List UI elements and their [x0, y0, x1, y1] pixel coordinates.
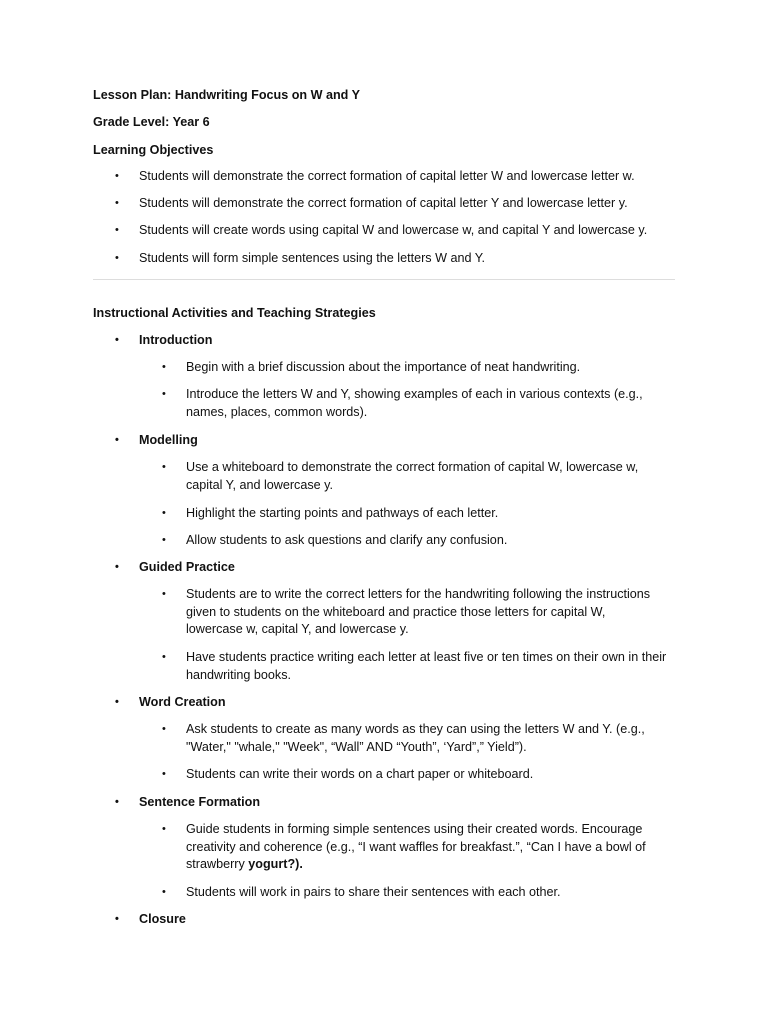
list-item-text: Students will work in pairs to share their sentences with each other.: [186, 885, 561, 899]
list-item: [162, 649, 671, 684]
list-item-text: Introduce the letters W and Y, showing examples of each in various contexts (e.g., names, places, common words).: [186, 387, 643, 419]
section-heading-text: Introduction: [139, 333, 213, 347]
bullet-icon: •: [115, 170, 119, 182]
list-item: [162, 359, 666, 377]
bullet-icon: •: [115, 224, 119, 236]
bullet-icon: •: [115, 913, 119, 925]
bullet-icon: •: [115, 696, 119, 708]
list-item: [162, 821, 671, 874]
section-heading-text: Closure: [139, 912, 186, 926]
section-heading-closure: [115, 911, 186, 929]
objective-text: Students will demonstrate the correct formation of capital letter W and lowercase letter w.: [139, 169, 635, 183]
objective-text: Students will create words using capital W and lowercase w, and capital Y and lowercase y.: [139, 223, 648, 237]
objectives-heading: Learning Objectives: [93, 143, 214, 157]
bullet-icon: •: [115, 197, 119, 209]
section-heading-guided-practice: [115, 559, 235, 577]
section-heading-text: Modelling: [139, 433, 198, 447]
bullet-icon: •: [115, 561, 119, 573]
list-item: [162, 721, 671, 756]
list-item: [162, 586, 656, 639]
horizontal-divider: [93, 279, 675, 280]
list-item: [162, 884, 671, 902]
bullet-icon: •: [162, 823, 166, 835]
grade-level: Grade Level: Year 6: [93, 115, 210, 129]
list-item-text: Students can write their words on a chart paper or whiteboard.: [186, 767, 534, 781]
objective-item: [115, 222, 699, 240]
section-heading-text: Word Creation: [139, 695, 226, 709]
list-item-text: Highlight the starting points and pathways of each letter.: [186, 506, 499, 520]
bullet-icon: •: [115, 252, 119, 264]
activities-heading: Instructional Activities and Teaching Strategies: [93, 306, 376, 320]
document-title: Lesson Plan: Handwriting Focus on W and Y: [93, 88, 361, 102]
bullet-icon: •: [115, 334, 119, 346]
bullet-icon: •: [162, 723, 166, 735]
list-item: [162, 386, 666, 421]
section-heading-introduction: [115, 332, 213, 350]
list-item: [162, 532, 666, 550]
list-item: [162, 459, 666, 494]
bullet-icon: •: [162, 388, 166, 400]
bullet-icon: •: [162, 886, 166, 898]
bullet-icon: •: [115, 796, 119, 808]
list-item-text: Students are to write the correct letters for the handwriting following the instructions given to students on the whiteboard and practice those letters for capital W, lowercase w, capital Y, and lowercase y.: [186, 587, 651, 636]
list-item-text: Guide students in forming simple sentences using their created words. Encourage creativity and coherence (e.g., “I want waffles for breakfast.”, “Can I have a bowl of strawberry: [186, 822, 646, 871]
section-heading-text: Guided Practice: [139, 560, 235, 574]
list-item-text: Ask students to create as many words as they can using the letters W and Y. (e.g., "Water," "whale," "Week", “Wall” AND “Youth”, ‘Yard”,” Yield”).: [186, 722, 645, 754]
section-heading-word-creation: [115, 694, 226, 712]
section-heading-modelling: [115, 432, 198, 450]
list-item-text: Have students practice writing each letter at least five or ten times on their own in their handwriting books.: [186, 650, 667, 682]
section-heading-text: Sentence Formation: [139, 795, 261, 809]
objective-item: [115, 250, 699, 268]
list-item-text: Use a whiteboard to demonstrate the correct formation of capital W, lowercase w, capital Y, and lowercase y.: [186, 460, 639, 492]
list-item-text: Begin with a brief discussion about the importance of neat handwriting.: [186, 360, 581, 374]
objective-item: [115, 195, 699, 213]
bullet-icon: •: [162, 461, 166, 473]
list-item: [162, 766, 671, 784]
bullet-icon: •: [162, 507, 166, 519]
bold-emphasis: yogurt?).: [248, 857, 303, 871]
objective-text: Students will form simple sentences using the letters W and Y.: [139, 251, 486, 265]
list-item-text: Allow students to ask questions and clarify any confusion.: [186, 533, 508, 547]
objective-text: Students will demonstrate the correct formation of capital letter Y and lowercase letter y.: [139, 196, 628, 210]
bullet-icon: •: [162, 361, 166, 373]
bullet-icon: •: [162, 588, 166, 600]
section-heading-sentence-formation: [115, 794, 261, 812]
objective-item: [115, 168, 699, 186]
bullet-icon: •: [162, 651, 166, 663]
list-item: [162, 505, 666, 523]
bullet-icon: •: [162, 534, 166, 546]
bullet-icon: •: [162, 768, 166, 780]
bullet-icon: •: [115, 434, 119, 446]
